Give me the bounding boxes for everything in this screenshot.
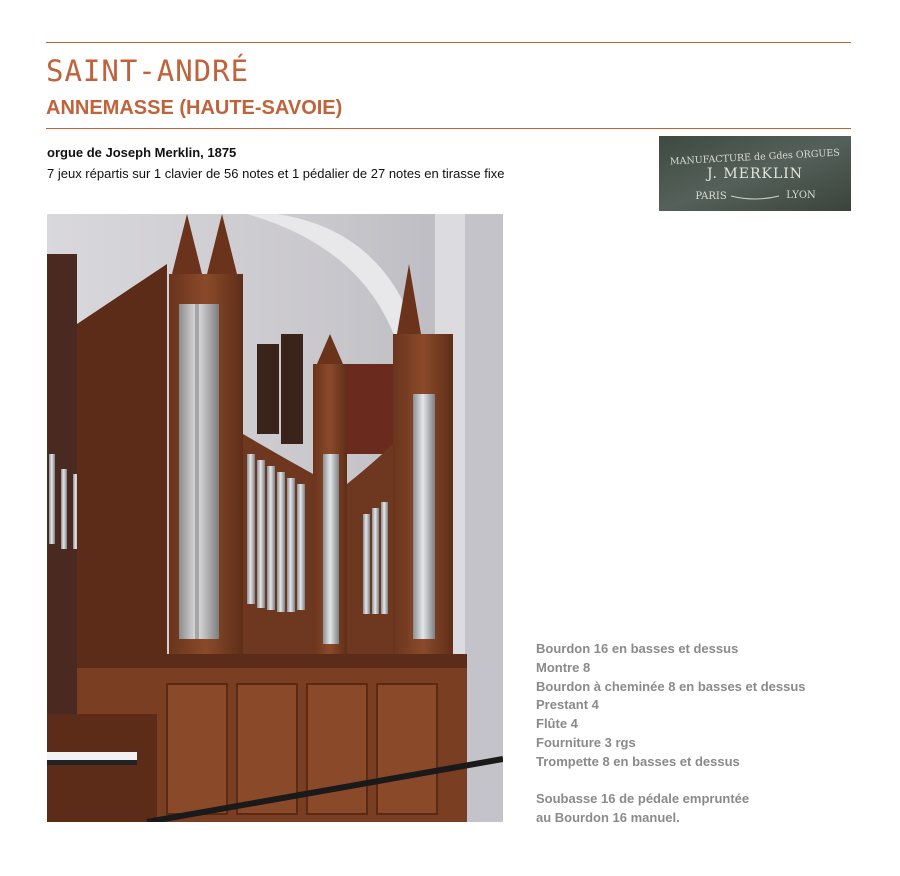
- organ-title: orgue de Joseph Merklin, 1875: [47, 145, 237, 160]
- organ-photo: [47, 214, 503, 822]
- stop-item: Flûte 4: [536, 716, 578, 732]
- town-name: ANNEMASSE (HAUTE-SAVOIE): [46, 97, 343, 119]
- stop-item: Trompette 8 en basses et dessus: [536, 753, 740, 769]
- plaque-city-right: LYON: [786, 190, 816, 201]
- organ-description: 7 jeux répartis sur 1 clavier de 56 notes et 1 pédalier de 27 notes en tirasse fixe: [47, 166, 505, 181]
- header-divider: [46, 128, 851, 129]
- stop-item: Montre 8: [536, 659, 591, 675]
- pedal-note-line-1: Soubasse 16 de pédale empruntée: [536, 791, 750, 806]
- top-divider: [46, 42, 851, 43]
- pedal-note: [536, 790, 749, 828]
- builder-plaque: [659, 136, 851, 211]
- stop-item: Bourdon à cheminée 8 en basses et dessus: [536, 678, 806, 694]
- stop-item: Bourdon 16 en basses et dessus: [536, 641, 739, 656]
- stop-item: Prestant 4: [536, 697, 599, 713]
- plaque-line-1: MANUFACTURE de Gdes ORGUES: [669, 147, 841, 168]
- stop-item: Fourniture 3 rgs: [536, 734, 636, 750]
- church-name: SAINT-ANDRÉ: [46, 54, 250, 88]
- plaque-line-2: J. MERKLIN: [706, 166, 804, 182]
- stop-list: [536, 640, 806, 772]
- plaque-city-left: PARIS: [695, 191, 727, 202]
- pedal-note-line-2: au Bourdon 16 manuel.: [536, 809, 680, 825]
